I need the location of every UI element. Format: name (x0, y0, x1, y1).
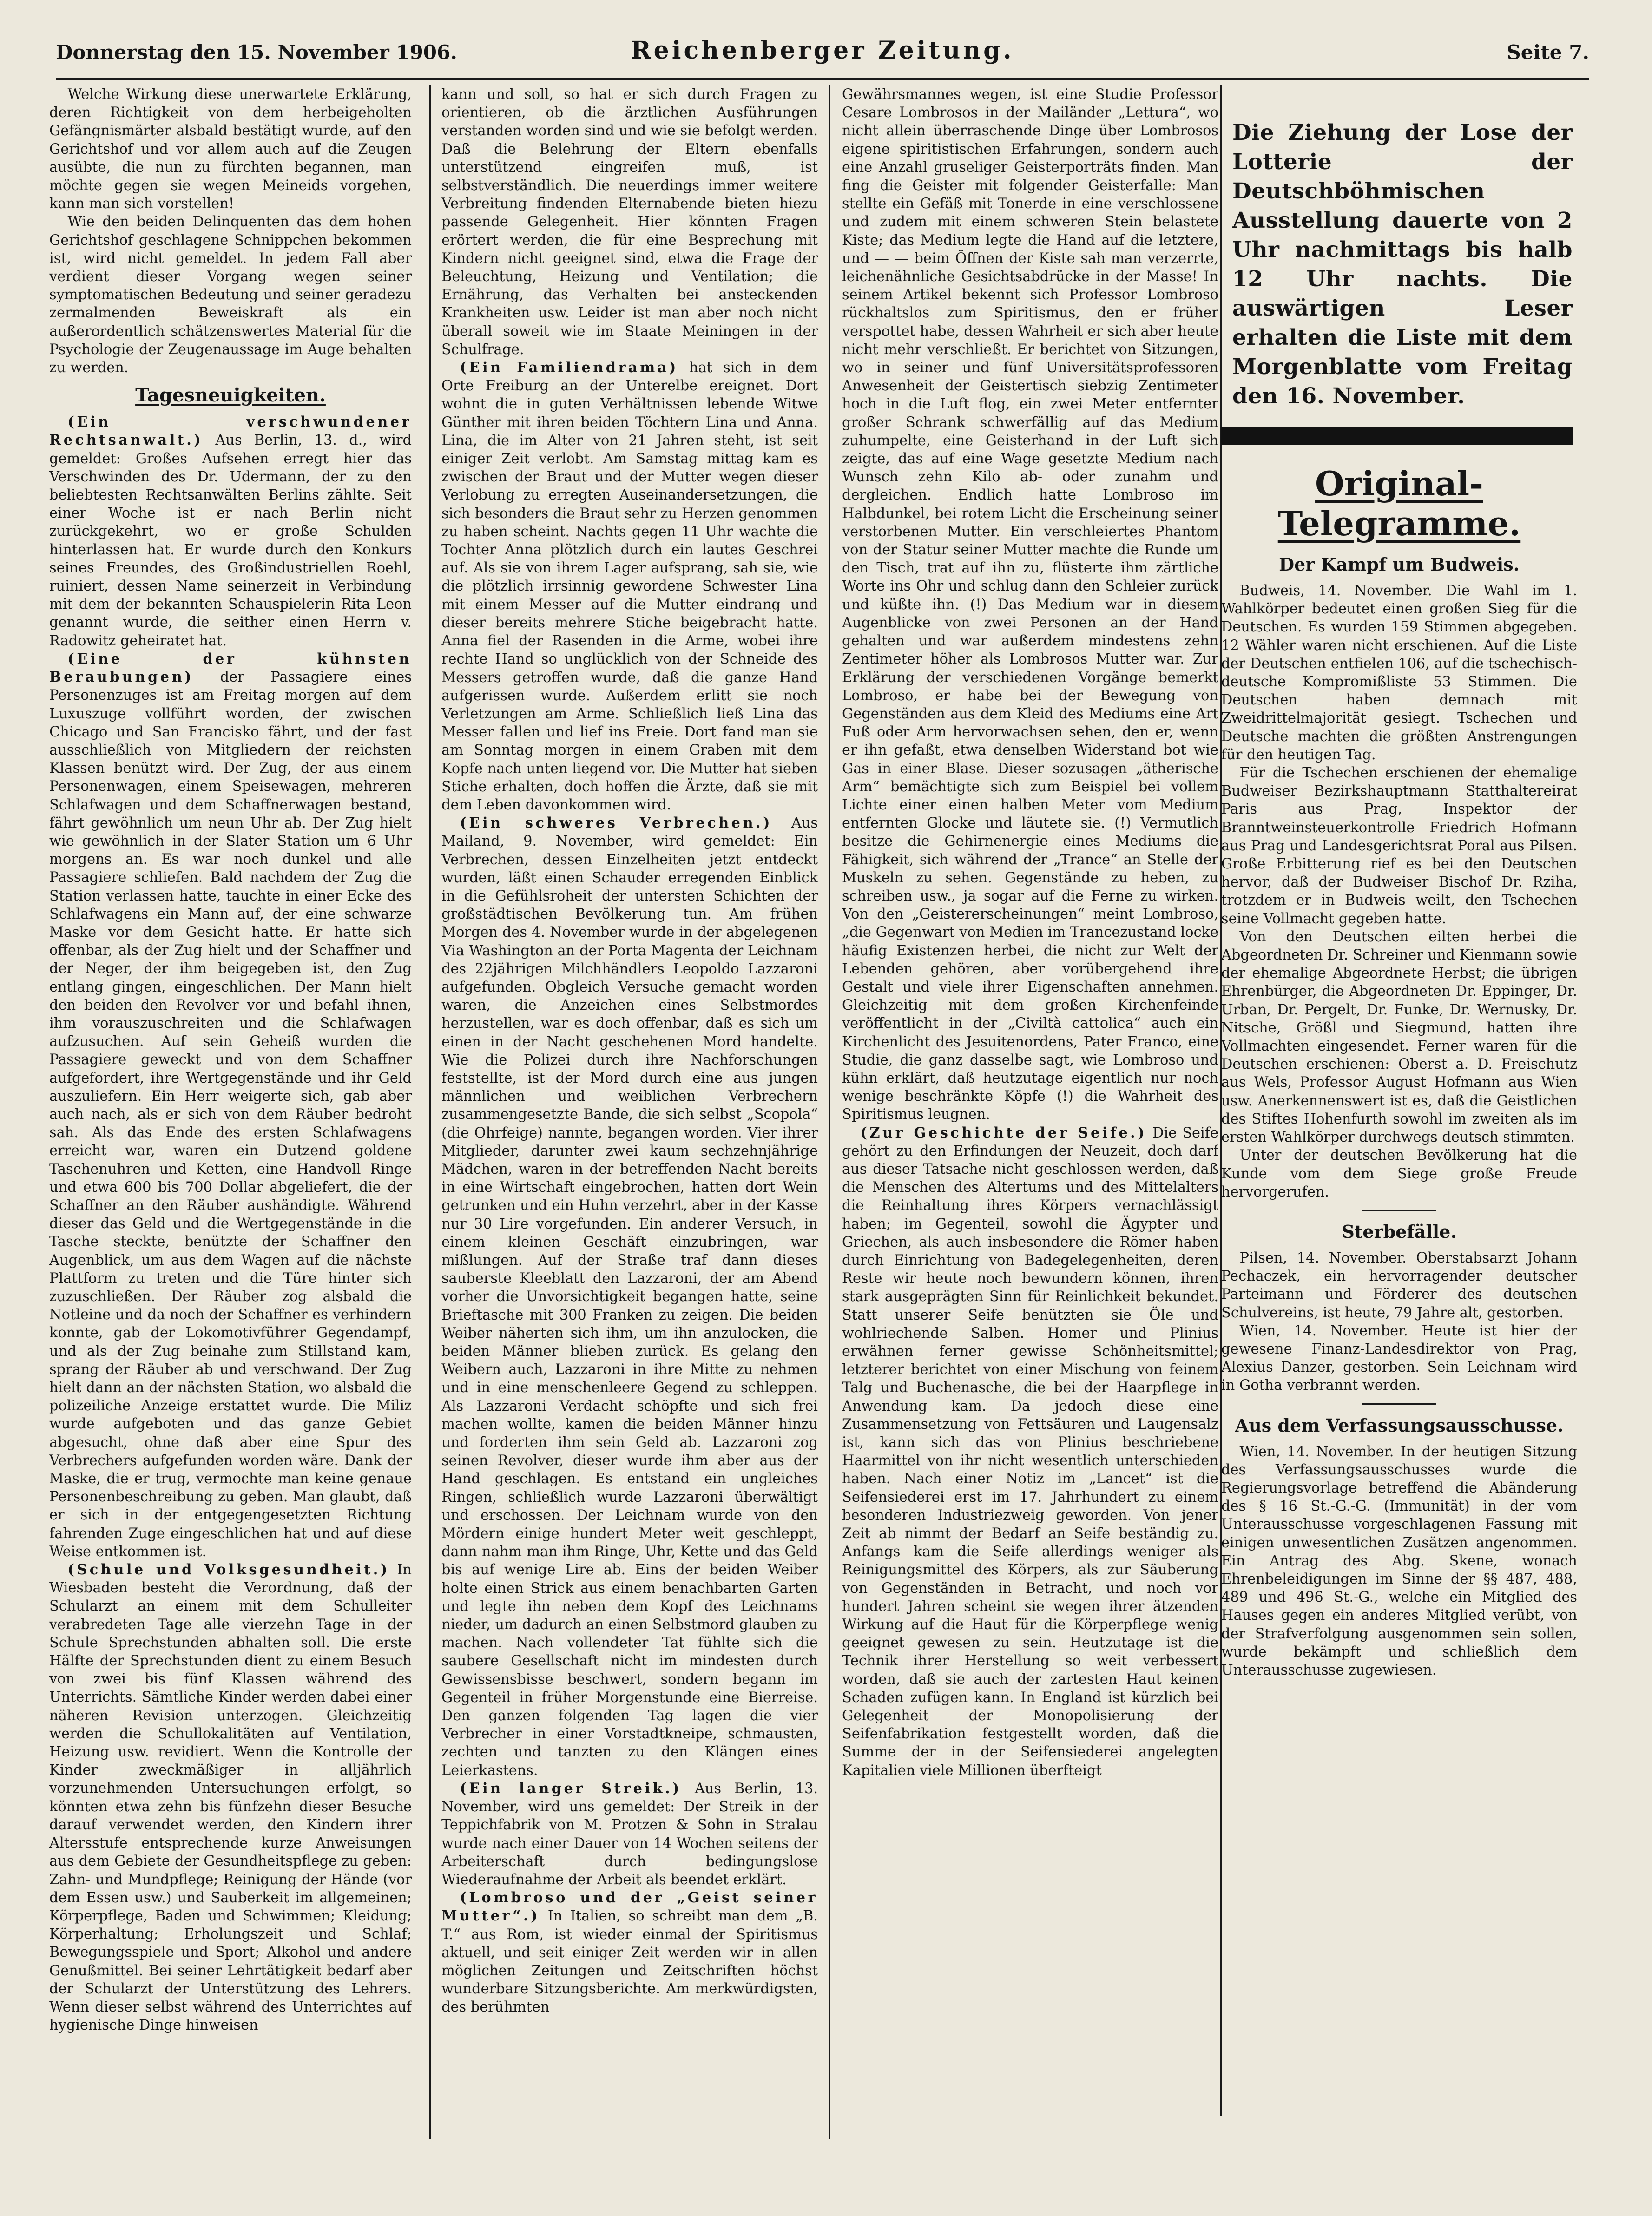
article-body: Aus Berlin, 13. d., wird gemeldet: Großes Aufsehen erregt hier das Verschwinden des Dr. Udermann, der zu den beliebtesten Rechtsanwälten Berlins zählte. Seit einer Woche ist er nach Berlin nicht zurückgekehrt, wo er große Schulden hinterlassen hat. Er wurde durch den Konkurs seines Freundes, des Großindustriellen Roehl, ruiniert, dessen Name seinerzeit in Verbindung mit dem der bekannten Schauspielerin Rita Leon genannt wurde, die seither einen Herrn v. Radowitz geheiratet hat. (49, 432, 412, 649)
budweis-p1: Budweis, 14. November. Die Wahl im 1. Wahlkörper bedeutet einen großen Sieg für die Deutschen. Es wurden 159 Stimmen abgegeben. 12 Wähler waren nicht erschienen. Auf die Liste der Deutschen entfielen 106, auf die tschechisch-deutsche Kompromißliste 53 Stimmen. Die Deutschen haben demnach mit Zweidrittelmajorität gesiegt. Tschechen und Deutsche machten die größten Anstrengungen für den heutigen Tag. (1221, 583, 1577, 763)
deaths-article (1221, 1249, 1577, 1395)
page-number: Seite 7. (1507, 41, 1589, 64)
section-heading-tagesneuigkeiten: Tagesneuigkeiten. (135, 384, 326, 407)
masthead: Reichenberger Zeitung. (631, 36, 1014, 65)
article-serious-crime (441, 814, 818, 1780)
article-soap-history (842, 1124, 1218, 1780)
death-notice-wien: Wien, 14. November. Heute ist hier der gewesene Finanz-Landesdirektor von Prag, Alexius Danzer, gestorben. Sein Leichnam wird in Gotha verbrannt werden. (1221, 1322, 1577, 1394)
article-family-drama (441, 359, 818, 814)
deaths-heading: Sterbefälle. (1342, 1221, 1457, 1242)
constitution-committee-heading: Aus dem Verfassungsausschusse. (1235, 1414, 1564, 1436)
article-long-strike (441, 1780, 818, 1889)
budweis-p3: Von den Deutschen eilten herbei die Abgeordneten Dr. Schreiner und Kienmann sowie der ehemalige Abgeordnete Herbst; die übrigen Ehrenbürger, die Abgeordneten Dr. Eppinger, Dr. Urban, Dr. Pergelt, Dr. Funke, Dr. Wernusky, Dr. Nitsche, Größl und Siegmund, hatten ihre Vollmachten eingesendet. Ferner waren für die Deutschen erschienen: Oberst a. D. Freischutz aus Wels, Professor August Hofmann aus Wien usw. Anerkennenswert ist es, daß die Geistlichen des Stiftes Hohenfurth sowohl im zweiten als im ersten Wahlkörper durchwegs deutsch stimmten. (1221, 928, 1577, 1146)
lottery-notice: Die Ziehung der Lose der Lotterie der Deutschböhmischen Ausstellung dauerte von 2 Uhr nachmittags bis halb 12 Uhr nachts. Die auswärtigen Leser erhalten die Liste mit dem Morgenblatte vom Freitag den 16. November. (1232, 120, 1573, 409)
header-rule (56, 78, 1589, 80)
budweis-p2: Für die Tschechen erschienen der ehemalige Budweiser Bezirkshauptmann Statthaltereirat Paris aus Prag, Inspektor der Branntweinsteuerkontrolle Friedrich Hofmann aus Prag und Landesgerichtsrat Poral aus Pilsen. Große Erbitterung rief es bei den Deutschen hervor, daß der Budweiser Bischof Dr. Rziha, trotzdem er in Budweis weilt, den Tschechen seine Vollmacht gegeben hatte. (1221, 765, 1577, 927)
article-body: Aus Mailand, 9. November, wird gemeldet: Ein Verbrechen, dessen Einzelheiten jetzt entdeckt wurden, läßt einen Schauder erregenden Einblick in die Gefühlsroheit der untersten Schichten der großstädtischen Bevölkerung tun. Am frühen Morgen des 4. November wurde in der abgelegenen Via Washington an der Porta Magenta der Leichnam des 22jährigen Milchhändlers Leopoldo Lazzaroni aufgefunden. Obgleich Versuche gemacht worden waren, die Anzeichen eines Selbstmordes herzustellen, war es doch offenbar, daß es sich um einen in der Nacht geschehenen Mord handelte. Wie die Polizei durch ihre Nachforschungen feststellte, ist der Mord durch eine aus jungen männlichen und weiblichen Verbrechern zusammengesetzte Bande, die sich selbst „Scopola“ (die Ohrfeige) nannte, begangen worden. Vier ihrer Mitglieder, darunter zwei kaum sechzehnjährige Mädchen, waren in der betreffenden Nacht bereits in eine Wirtschaft eingebrochen, hatten dort Wein getrunken und ein Huhn verzehrt, aber in der Kasse nur 30 Lire vorgefunden. Ein anderer Versuch, in einem kleinen Geschäft einzubringen, war mißlungen. Auf der Straße traf dann dieses sauberste Kleeblatt den Lazzaroni, der am Abend vorher die Unvorsichtigkeit begangen hatte, seine Brieftasche mit 300 Franken zu zeigen. Die beiden Weiber näherten sich ihm, um ihn anzulocken, die beiden Männer blieben zurück. Es gelang den Weibern auch, Lazzaroni in ihre Mitte zu nehmen und in eine menschenleere Gegend zu schleppen. Als Lazzaroni Verdacht schöpfte und sich frei machen wollte, kamen die beiden Männer hinzu und forderten ihm sein Geld ab. Lazzaroni zog seinen Revolver, dieser wurde ihm aber aus der Hand geschlagen. Es entstand ein ungleiches Ringen, schließlich wurde Lazzaroni überwältigt und erschossen. Der Leichnam wurde von den Mördern einige hundert Meter weit geschleppt, dann nahm man ihm Ringe, Uhr, Kette und das Geld bis auf wenige Lire ab. Eins der beiden Weiber holte einen Strick aus einem benachbarten Garten und legte ihn neben dem Kopf des Leichnams nieder, um dadurch an einen Selbstmord glauben zu machen. Nach vollendeter Tat fühlte sich die saubere Gesellschaft nicht im mindesten durch Gewissensbisse beschwert, sondern begann im Gegenteil in früher Morgenstunde eine Bierreise. Den ganzen folgenden Tag lagen die vier Verbrecher in einer Vorstadtkneipe, schmausten, zechten und tanzten zu den Klängen eines Leierkastens. (441, 815, 818, 1779)
budweis-heading: Der Kampf um Budweis. (1279, 554, 1520, 575)
article-body: In Wiesbaden besteht die Verordnung, daß der Schularzt an einem mit dem Schulleiter verabredeten Tage alle vierzehn Tage in der Schule Sprechstunden abhalten soll. Die erste Hälfte der Sprechstunden dient zu einem Besuch von zwei bis fünf Klassen während des Unterrichts. Sämtliche Kinder werden dabei einer näheren Revision unterzogen. Gleichzeitig werden die Schullokalitäten auf Ventilation, Heizung usw. revidiert. Wenn die Kontrolle der Kinder zweckmäßiger in alljährlich vorzunehmenden Untersuchungen erfolgt, so könnten etwa zehn bis fünfzehn dieser Besuche darauf verwendet werden, den Kindern ihrer Altersstufe entsprechende kurze Anweisungen aus dem Gebiete der Gesundheitspflege zu geben: Zahn- und Mundpflege; Reinigung der Hände (vor dem Essen usw.) und Sauberkeit im allgemeinen; Körperpflege, Baden und Schwimmen; Kleidung; Körperhaltung; Erholungszeit und Schlaf; Bewegungsspiele und Sport; Alkohol und andere Genußmittel. Bei seiner Lehrtätigkeit bedarf aber der Schularzt der Unterstützung des Lehrers. Wenn dieser selbst während des Unterrichtes auf hygienische Dinge hinweisen (49, 1562, 412, 2034)
black-divider-bar (1221, 427, 1573, 445)
article-body: In Italien, so schreibt man dem „B. T.“ aus Rom, ist wieder einmal der Spiritismus aktuell, und seit einiger Zeit werden wir in allen möglichen Zeitungen und Zeitschriften höchst wunderbare Sitzungsberichte. Am merkwürdigsten, des berühmten (441, 1908, 818, 2016)
article-school-health (49, 1561, 412, 2034)
telegrams-heading: Original-Telegramme. (1277, 464, 1521, 543)
column-rule-2 (829, 85, 830, 2139)
article-body: Die Seife gehört zu den Erfindungen der Neuzeit, doch darf aus dieser Tatsache nicht geschlossen werden, daß die Menschen des Altertums und des Mittelalters die Reinhaltung ihres Körpers vernachlässigt haben; im Gegenteil, sowohl die Ägypter und Griechen, als auch insbesondere die Römer haben durch Einrichtung von Badegelegenheiten, deren Reste wir heute noch bewundern können, ihren stark ausgeprägten Sinn für Reinlichkeit bekundet. Statt unserer Seife benützten sie Öle und wohlriechende Salben. Homer und Plinius erwähnen ferner gewisse Schönheitsmittel; letzterer berichtet von einer Mischung von feinem Talg und Buchenasche, die bei der Haarpflege in Anwendung kam. Da jedoch diese eine Zusammensetzung von Fettsäuren und Laugensalz ist, kann sich das von Plinius beschriebene Haarmittel von ihr nicht wesentlich unterschieden haben. Nach einer Notiz im „Lancet“ ist die Seifensiederei erst im 17. Jahrhundert zu einem besonderen Industriezweig geworden. Von jener Zeit ab nimmt der Bedarf an Seife beständig zu. Anfangs kam die Seife allerdings weniger als Reinigungsmittel des Körpers, als zur Säuberung von Gegenständen in Betracht, und noch vor hundert Jahren scheint sie wegen ihrer ätzenden Wirkung auf die Haut für die Körperpflege wenig geeignet gewesen zu sein. Heutzutage ist die Technik ihrer Herstellung so weit verbessert worden, daß sie auch der zartesten Haut keinen Schaden zufügen kann. In England ist kürzlich bei Gelegenheit der Monopolisierung der Seifenfabrikation festgestellt worden, daß die Summe der in der Seifensiederei angelegten Kapitalien viele Millionen überfteigt (842, 1124, 1218, 1779)
article-missing-lawyer (49, 413, 412, 650)
column-rule-1 (429, 85, 431, 2139)
school-health-continued: kann und soll, so hat er sich durch Fragen zu orientieren, ob die ärztlichen Ausführungen verstanden worden sind und wie sie befolgt werden. Daß die Belehrung der Eltern ebenfalls unterstützend eingreifen muß, ist selbstverständlich. Die neuerdings immer weitere Verbreitung findenden Elternabende bieten hiezu passende Gelegenheit. Hier könnten Fragen erörtert werden, die für eine Besprechung mit Kindern nicht geeignet sind, etwa die Frage der Beleuchtung, Heizung und Ventilation; die Ernährung, das Verhalten bei ansteckenden Krankheiten usw. Leider ist man aber noch nicht überall soweit wie im Staate Meiningen in der Schulfrage. (441, 86, 818, 358)
column-2 (441, 85, 818, 2158)
article-title: (Lombroso und der „Geist seiner Mutter“.) (441, 1889, 818, 1925)
column-3 (842, 85, 1218, 2158)
short-rule (1362, 1403, 1436, 1405)
article-body: Aus Berlin, 13. November, wird uns gemeldet: Der Streik in der Teppichfabrik von M. Protzen & Sohn in Stralau wurde nach einer Dauer von 14 Wochen seitens der Arbeiterschaft durch bedingungslose Wiederaufnahme der Arbeit als beendet erklärt. (441, 1780, 818, 1888)
article-title: (Schule und Volksgesundheit.) (67, 1561, 390, 1578)
article-title: (Zur Geschichte der Seife.) (860, 1124, 1147, 1141)
testimony-conclusion: Welche Wirkung diese unerwartete Erklärung, deren Richtigkeit von dem herbeigeholten Gefängnismärter alsbald bestätigt wurde, auf den Gerichtshof und vor allem auch auf die Zeugen ausübte, die nun zu fürchten begannen, man möchte gegen sie wegen Meineids vorgehen, kann man sich vorstellen! (49, 86, 412, 212)
testimony-conclusion-2: Wie den beiden Delinquenten das dem hohen Gerichtshof geschlagene Schnippchen bekommen ist, wird nicht gemeldet. In jedem Fall aber verdient dieser Vorgang wegen seiner symptomatischen Bedeutung und seiner geradezu zermalmenden Beweiskraft als ein außerordentlich schätzenswertes Material für die Psychologie der Zeugenaussage im Auge behalten zu werden. (49, 214, 412, 376)
budweis-p4: Unter der deutschen Bevölkerung hat die Kunde vom dem Siege große Freude hervorgerufen. (1221, 1147, 1577, 1200)
article-title: (Ein Familiendrama) (460, 359, 678, 376)
article-body: der Passagiere eines Personenzuges ist am Freitag morgen auf dem Luxuszuge vollführt worden, der zwischen Chicago und San Francisko fährt, und der fast ausschließlich von Mitgliedern der reichsten Klassen benützt wird. Der Zug, der aus einem Personenwagen, einem Speisewagen, mehreren Schlafwagen und dem Schaffnerwagen bestand, fährt gewöhnlich um neun Uhr ab. Der Zug hielt wie gewöhnlich in der Slater Station um 6 Uhr morgens an. Es war noch dunkel und alle Passagiere schliefen. Bald nachdem der Zug die Station verlassen hatte, tauchte in einer Ecke des Schlafwagens ein Mann auf, der eine schwarze Maske vor dem Gesicht hatte. Er hatte sich offenbar, als der Zug hielt und der Schaffner und der Neger, der ihm beigegeben ist, den Zug entlang gingen, eingeschlichen. Der Mann hielt den beiden den Revolver vor und befahl ihnen, ihm vorauszuschreiten und die Schlafwagen aufzusuchen. Auf sein Geheiß wurden die Passagiere geweckt und von dem Schaffner aufgefordert, ihre Wertgegenstände und ihr Geld auszuliefern. Ein Herr weigerte sich, gab aber auch nach, als er sich von dem Räuber bedroht sah. Als das Ende des ersten Schlafwagens erreicht war, waren ein Dutzend goldene Taschenuhren und Ketten, eine Handvoll Ringe und etwa 600 bis 700 Dollar abgeliefert, die der Schaffner an den Räuber aushändigte. Während dieser das Geld und die Wertgegenstände in die Tasche steckte, benützte der Schaffner den Augenblick, um aus dem Wagen auf die nächste Plattform zu treten und die Türe hinter sich zuzuschließen. Der Räuber zog alsbald die Notleine und da noch der Schaffner es verhindern konnte, gab der Lokomotivführer Gegendampf, und als der Zug beinahe zum Stillstand kam, sprang der Räuber ab und verschwand. Der Zug hielt dann an der nächsten Station, wo alsbald die polizeiliche Anzeige erstattet wurde. Die Miliz wurde aufgeboten und das ganze Gebiet abgesucht, ohne daß aber eine Spur des Verbrechers aufgefunden worden wäre. Dank der Maske, die er trug, vermochte man keine genaue Personenbeschreibung zu geben. Man glaubt, daß er sich in der entgegengesetzten Richtung fahrenden Zuge eingeschlichen hat und auf diese Weise entkommen ist. (49, 669, 412, 1560)
article-title: (Eine der kühnsten Beraubungen) (49, 650, 412, 686)
article-title: (Ein schweres Verbrechen.) (460, 815, 772, 832)
lombroso-continued: Gewährsmannes wegen, ist eine Studie Professor Cesare Lombrosos in der Mailänder „Lettura“, wo nicht allein überraschende Dinge über Lombrosos eigene spiritistischen Erfahrungen, sondern auch eine Anzahl gruseliger Geisterporträts finden. Man fing die Geister mit folgender Geisterfalle: Man stellte ein Gefäß mit Tonerde in eine verschlossene und zudem mit einem schweren Stein belastete Kiste; das Medium legte die Hand auf die letztere, und — — beim Öffnen der Kiste sah man verzerrte, leichenähnliche Gesichtsabdrücke in der Masse! In seinem Artikel bekennt sich Professor Lombroso rückhaltslos zum Spiritismus, den er früher verspottet habe, dessen Wahrheit er sich aber heute nicht mehr verschließt. Er berichtet von Sitzungen, wo in seiner und fünf Universitätsprofessoren Anwesenheit der Geistertisch siebzig Zentimeter hoch in die Luft flog, ein zwei Meter entfernter großer Schrank schwerfällig auf das Medium zuhumpelte, eine Geisterhand in der Luft sich zeigte, das auf eine Wage gesetzte Medium nach Wunsch zehn Kilo ab- oder zunahm und dergleichen. Endlich hatte Lombroso im Halbdunkel, bei rotem Licht die Erscheinung seiner verstorbenen Mutter. Ein verschleiertes Phantom von der Statur seiner Mutter machte die Runde um den Tisch, trat auf ihn zu, flüsterte ihm zärtliche Worte ins Ohr und schlug dann den Schleier zurück und küßte ihn. (!) Das Medium war in diesem Augenblicke von zwei Personen an der Hand gehalten und war außerdem mindestens zehn Zentimeter höher als Lombrosos Mutter war. Zur Erklärung der verschiedenen Vorgänge bemerkt Lombroso, er habe bei der Bewegung von Gegenständen aus dem Kleid des Mediums eine Art Fuß oder Arm hervorwachsen sehen, den er, wenn er ihn gefaßt, etwa denselben Widerstand bot wie Gas in einer Blase. Dieser sozusagen „ätherische Arm“ bemächtigte sich zum Beispiel bei vollem Lichte einer einen halben Meter vom Medium entfernten Glocke und läutete sie. (!) Vermutlich besitze die Gehirnenergie eines Mediums die Fähigkeit, sich während der „Trance“ an Stelle der Muskeln zu sehen. Gegenstände zu heben, zu schreiben usw., ja sogar auf die Ferne zu wirken. Von den „Geistererscheinungen“ meint Lombroso, „die Gegenwart von Medien im Trancezustand locke häufig Existenzen herbei, die nicht zur Welt der Lebenden gehören, aber vorübergehend ihre Gestalt und viele ihrer Eigenschaften annehmen. Gleichzeitig mit dem großen Kirchenfeinde veröffentlicht in der „Civiltà cattolica“ auch ein Kirchenlicht des Jesuitenordens, Pater Franco, eine Studie, die ganz dasselbe sagt, wie Lombroso und kühn erklärt, daß heutzutage eigentlich nur noch wenige beschränkte Köpfe (!) die Wahrheit des Spiritismus leugnen. (842, 86, 1218, 1123)
column-4 (1212, 85, 1586, 2158)
budweis-article (1221, 582, 1577, 1201)
article-lombroso (441, 1889, 818, 2016)
constitution-committee-body: Wien, 14. November. In der heutigen Sitzung des Verfassungsausschusses wurde die Regierungsvorlage betreffend die Abänderung des § 16 St.-G.-G. (Immunität) in der vom Unterausschusse vorgeschlagenen Fassung mit einigen unwesentlichen Zusätzen angenommen. Ein Antrag des Abg. Skene, wonach Ehrenbeleidigungen im Sinne der §§ 487, 488, 489 und 496 St.-G., welche ein Mitglied des Hauses gegen ein anderes Mitglied verübt, von der Strafverfolgung ausgenommen sein sollen, wurde bekämpft und schließlich dem Unterausschusse zugewiesen. (1221, 1443, 1577, 1678)
short-rule (1362, 1210, 1436, 1211)
article-body: hat sich in dem Orte Freiburg an der Unterelbe ereignet. Dort wohnt die in guten Verhältnissen lebende Witwe Günther mit ihren beiden Töchtern Lina und Anna. Lina, die im Alter von 21 Jahren steht, ist seit einiger Zeit verlobt. Am Samstag mittag kam es zwischen der Braut und der Mutter wegen dieser Verlobung zu erregten Auseinandersetzungen, die sich besonders die Braut sehr zu Herzen genommen zu haben scheint. Nachts gegen 11 Uhr wachte die Tochter Anna plötzlich durch ein lautes Geschrei auf. Als sie von ihrem Lager aufsprang, sah sie, wie die plötzlich irrsinnig gewordene Schwester Lina mit einem Messer auf die Mutter eindrang und dieser bereits mehrere Stiche beigebracht hatte. Anna fiel der Rasenden in die Arme, wobei ihre rechte Hand so unglücklich von der Schneide des Messers getroffen wurde, daß die ganze Hand aufgerissen wurde. Außerdem erlitt sie noch Verletzungen am Arme. Schließlich ließ Lina das Messer fallen und lief ins Freie. Dort fand man sie am Sonntag morgen in einem Graben mit dem Kopfe nach unten liegend vor. Die Mutter hat sieben Stiche erhalten, doch hoffen die Ärzte, daß sie mit dem Leben davonkommen wird. (441, 360, 818, 813)
constitution-committee-article (1221, 1443, 1577, 1680)
article-train-robbery (49, 650, 412, 1561)
article-title: (Ein verschwundener Rechtsanwalt.) (49, 414, 412, 449)
issue-date: Donnerstag den 15. November 1906. (56, 41, 457, 64)
article-title: (Ein langer Streik.) (460, 1780, 682, 1797)
death-notice-pilsen: Pilsen, 14. November. Oberstabsarzt Johann Pechaczek, ein hervorragender deutscher Parteimann und Förderer des deutschen Schulvereins, ist heute, 79 Jahre alt, gestorben. (1221, 1249, 1577, 1321)
column-1 (49, 85, 412, 2158)
page-header (56, 36, 1589, 73)
